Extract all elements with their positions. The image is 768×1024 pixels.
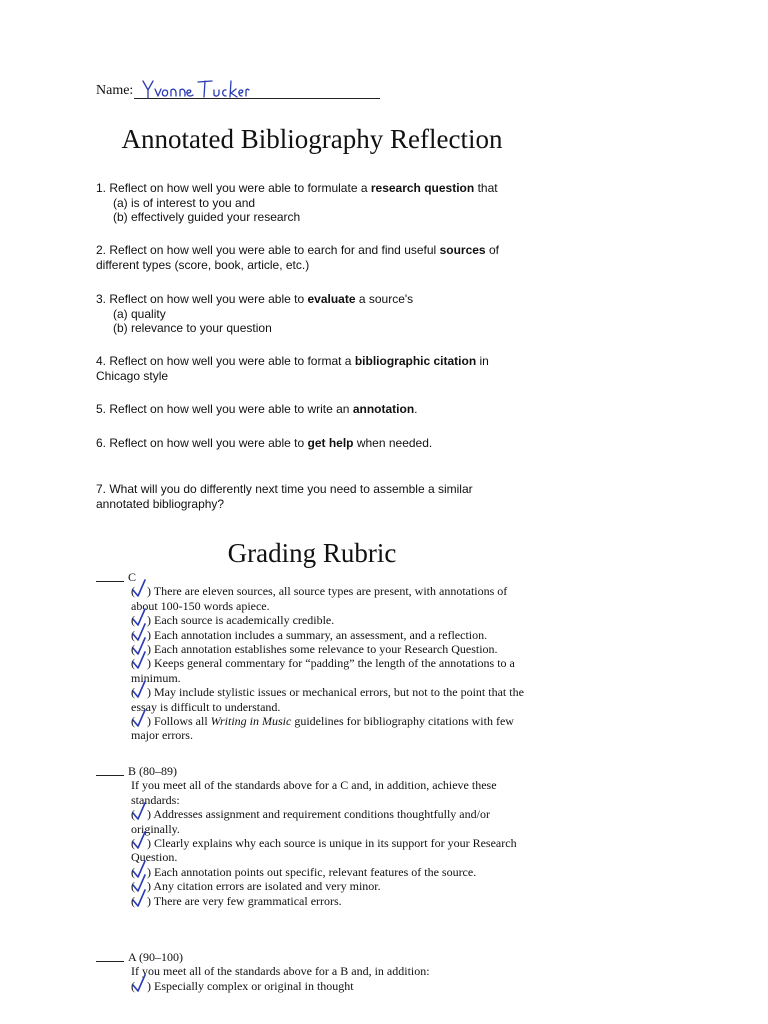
question-keyword: annotation xyxy=(352,402,415,416)
question-6 xyxy=(96,436,516,451)
question-2 xyxy=(96,243,516,272)
question-number: 2. xyxy=(96,243,107,257)
question-subpoint: (a) is of interest to you and xyxy=(113,195,256,210)
rubric-intro: If you meet all of the standards above for a B and, in addition: xyxy=(131,964,430,979)
rubric-item: ( ) There are eleven sources, all source types are present, with annotations of about 100-150 words apiece. xyxy=(131,584,531,613)
question-text: Reflect on how well you were able to xyxy=(109,292,305,306)
question-keyword: evaluate xyxy=(307,292,356,306)
question-subpoint: (a) quality xyxy=(113,306,166,321)
handwritten-name-signature xyxy=(140,77,250,103)
grade-label: A (90–100) xyxy=(128,950,183,964)
rubric-title: Grading Rubric xyxy=(227,538,397,568)
grade-line xyxy=(96,570,536,584)
checkmark-icon xyxy=(129,578,151,600)
checkmark-icon xyxy=(129,973,151,995)
checkmark-icon xyxy=(129,888,151,910)
rubric-items xyxy=(96,584,531,742)
question-3 xyxy=(96,292,516,336)
question-1 xyxy=(96,181,516,225)
question-keyword: sources xyxy=(439,243,486,257)
question-text: What will you do differently next time you need to assemble a similar annotated bibliography? xyxy=(96,482,473,511)
question-text-end: that xyxy=(477,181,498,195)
question-number: 5. xyxy=(96,402,107,416)
rubric-section-a xyxy=(96,950,536,993)
rubric-item-text: Each source is academically credible. xyxy=(154,613,335,628)
question-text-end: a source's xyxy=(358,292,414,306)
rubric-item-text: Keeps general commentary for “padding” the length of the annotations to a minimum. xyxy=(131,656,515,685)
rubric-section-b xyxy=(96,764,536,908)
checkmark-icon xyxy=(129,830,151,852)
rubric-item-emphasis: Writing in Music xyxy=(210,714,292,729)
rubric-item: ( ) Each annotation points out specific, relevant features of the source. xyxy=(131,865,531,879)
question-text-end: of different types (score, book, article, etc.) xyxy=(96,243,499,272)
question-text-end: . xyxy=(414,402,418,416)
question-keyword: bibliographic citation xyxy=(354,354,477,368)
rubric-intro: If you meet all of the standards above for a C and, in addition, achieve these standards: xyxy=(131,778,497,807)
name-label: Name: xyxy=(96,83,134,98)
question-7 xyxy=(96,482,486,511)
rubric-item: ( ) Especially complex or original in thought xyxy=(131,979,531,993)
question-5 xyxy=(96,402,516,417)
rubric-item: ( ) Keeps general commentary for “padding” the length of the annotations to a minimum. xyxy=(131,656,531,685)
question-keyword: get help xyxy=(307,436,354,450)
grade-line xyxy=(96,764,536,778)
grade-blank[interactable] xyxy=(96,961,124,962)
rubric-item: ( ) Each source is academically credible. xyxy=(131,613,531,627)
name-row xyxy=(96,80,396,104)
rubric-item: ( ) Each annotation establishes some relevance to your Research Question. xyxy=(131,642,531,656)
rubric-item-text: There are eleven sources, all source types are present, with annotations of about 100-150 words apiece. xyxy=(131,584,508,613)
rubric-item-text: Each annotation points out specific, relevant features of the source. xyxy=(154,864,477,879)
question-subpoint: (b) effectively guided your research xyxy=(113,210,301,224)
question-text: Reflect on how well you were able to format a xyxy=(109,354,352,368)
rubric-item: ( ) There are very few grammatical errors. xyxy=(131,894,531,908)
rubric-item-text: Any citation errors are isolated and very minor. xyxy=(153,879,381,894)
question-number: 4. xyxy=(96,354,107,368)
question-text: Reflect on how well you were able to xyxy=(109,436,305,450)
rubric-item-text-end: guidelines for bibliography citations with few major errors. xyxy=(131,714,514,743)
question-text: Reflect on how well you were able to earch for and find useful xyxy=(109,243,437,257)
rubric-items xyxy=(96,964,531,993)
checkmark-icon xyxy=(129,708,151,730)
question-text: Reflect on how well you were able to formulate a xyxy=(109,181,368,195)
rubric-items xyxy=(96,778,531,908)
rubric-item-text: May include stylistic issues or mechanical errors, but not to the point that the essay is difficult to understand. xyxy=(131,685,524,714)
question-number: 1. xyxy=(96,181,107,195)
rubric-item-text: Each annotation establishes some relevance to your Research Question. xyxy=(154,642,498,657)
rubric-item-text: There are very few grammatical errors. xyxy=(153,893,342,908)
rubric-item: ( ) Clearly explains why each source is unique in its support for your Research Question. xyxy=(131,836,531,865)
question-number: 3. xyxy=(96,292,107,306)
rubric-item: ( ) Addresses assignment and requirement conditions thoughtfully and/or originally. xyxy=(131,807,531,836)
checkmark-icon xyxy=(129,650,151,672)
document-title: Annotated Bibliography Reflection xyxy=(121,124,503,154)
rubric-section-c xyxy=(96,570,536,743)
rubric-item: ( ) Each annotation includes a summary, an assessment, and a reflection. xyxy=(131,628,531,642)
grade-label: C xyxy=(128,570,137,584)
rubric-item-text: Especially complex or original in thought xyxy=(154,978,354,993)
rubric-item-text: Follows all xyxy=(154,714,208,729)
question-number: 6. xyxy=(96,436,107,450)
rubric-item: ( ) May include stylistic issues or mechanical errors, but not to the point that the essay is difficult to understand. xyxy=(131,685,531,714)
grade-label: B (80–89) xyxy=(128,764,177,778)
question-number: 7. xyxy=(96,482,107,496)
grade-blank[interactable] xyxy=(96,581,124,582)
question-subpoint: (b) relevance to your question xyxy=(113,321,272,335)
rubric-item: ( ) Follows all Writing in Music guidelines for bibliography citations with few major errors. xyxy=(131,714,531,743)
rubric-item-text: Addresses assignment and requirement conditions thoughtfully and/or originally. xyxy=(131,807,490,836)
rubric-item: ( ) Any citation errors are isolated and very minor. xyxy=(131,879,531,893)
question-text: Reflect on how well you were able to write an xyxy=(109,402,350,416)
grade-blank[interactable] xyxy=(96,775,124,776)
question-keyword: research question xyxy=(370,181,475,195)
checkmark-icon xyxy=(129,801,151,823)
rubric-item-text: Each annotation includes a summary, an assessment, and a reflection. xyxy=(154,627,488,642)
checkmark-icon xyxy=(129,679,151,701)
question-4 xyxy=(96,354,516,383)
grade-line xyxy=(96,950,536,964)
question-text-end: in Chicago style xyxy=(96,354,489,383)
rubric-item-text: Clearly explains why each source is unique in its support for your Research Question. xyxy=(131,836,517,865)
question-text-end: when needed. xyxy=(356,436,433,450)
